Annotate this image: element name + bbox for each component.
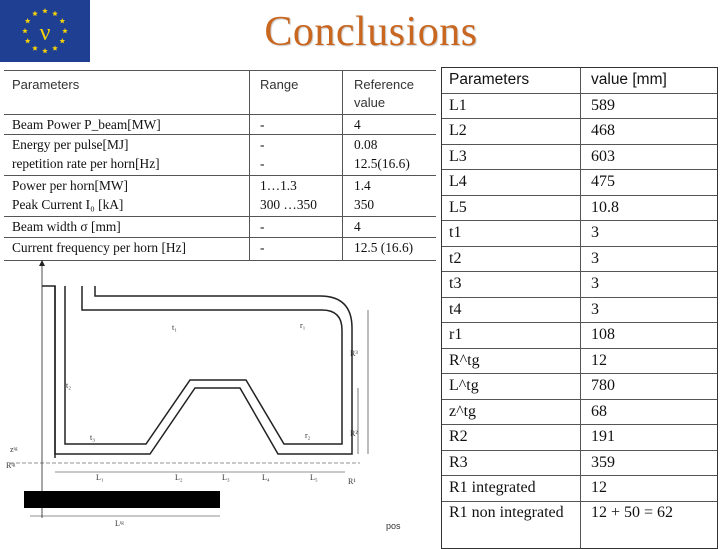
value-cell: 12	[591, 351, 607, 369]
param-cell: Power per horn[MW]	[12, 178, 129, 193]
star-icon	[52, 11, 58, 16]
param-cell: R1 integrated	[442, 476, 581, 501]
star-icon	[32, 11, 38, 16]
header-parameters: Parameters	[442, 68, 581, 93]
table-row	[442, 374, 717, 400]
ref-cell: 0.08	[354, 137, 378, 152]
eu-logo	[0, 0, 90, 62]
value-cell: 191	[591, 428, 615, 445]
table-row	[442, 349, 717, 375]
param-cell: L5	[442, 196, 581, 221]
label-R3: R³	[350, 349, 358, 358]
logo-symbol: ν	[39, 20, 51, 46]
star-icon	[52, 45, 58, 50]
param-cell: R3	[442, 451, 581, 476]
star-icon	[22, 28, 28, 33]
star-icon	[59, 18, 65, 23]
star-icon	[42, 8, 48, 13]
param-cell: z^tg	[442, 400, 581, 425]
range-cell: -	[260, 156, 265, 171]
star-icon	[62, 28, 68, 33]
range-cell: -	[260, 137, 265, 152]
label-t3: t₃	[90, 433, 96, 442]
param-cell: Current frequency per horn [Hz]	[12, 240, 186, 255]
param-cell: Beam Power P_beam[MW]	[12, 117, 161, 132]
label-r2: r₂	[305, 431, 311, 440]
param-cell: t4	[442, 298, 581, 323]
footer-label: pos	[386, 521, 401, 531]
value-cell: 3	[591, 224, 599, 241]
label-t1: t₁	[172, 323, 178, 332]
header-value: value [mm]	[591, 71, 667, 88]
range-cell: -	[260, 117, 265, 132]
value-cell: 780	[591, 377, 615, 394]
header-parameters: Parameters	[12, 77, 80, 92]
label-L2: L₂	[175, 473, 183, 482]
table-row	[4, 116, 436, 134]
value-cell: 359	[591, 453, 615, 471]
horn-dimensions-table	[441, 67, 718, 549]
table-row	[442, 502, 717, 548]
param-cell: R1 non integrated	[442, 502, 581, 548]
label-L5: L₅	[310, 473, 318, 482]
ref-cell: 1.4	[354, 178, 371, 193]
label-Ltg: Lᵗᵍ	[115, 519, 124, 528]
value-cell: 589	[591, 96, 615, 114]
label-L1: L₁	[96, 473, 104, 482]
param-cell: r1	[442, 323, 581, 348]
header-reference-value: value	[354, 95, 386, 110]
value-cell: 603	[591, 147, 615, 165]
table-header	[442, 68, 717, 94]
value-cell: 3	[591, 300, 599, 318]
table-header	[4, 76, 436, 94]
value-cell: 10.8	[591, 198, 619, 216]
value-cell: 12 + 50 = 62	[591, 503, 674, 521]
table-row	[442, 451, 717, 477]
ref-cell: 12.5(16.6)	[354, 156, 410, 171]
range-cell: 300 …350	[260, 197, 317, 212]
star-icon	[59, 38, 65, 43]
table-row	[442, 272, 717, 298]
param-cell: t1	[442, 221, 581, 246]
table-row	[4, 177, 436, 195]
table-row	[442, 119, 717, 145]
param-cell: t2	[442, 247, 581, 272]
label-Rtg: Rᵗᵍ	[6, 461, 16, 470]
header-reference: Reference	[354, 77, 414, 92]
value-cell: 68	[591, 402, 607, 420]
ref-cell: 4	[354, 117, 361, 132]
param-cell: Peak Current I₀ [kA]	[12, 197, 124, 212]
param-cell: R2	[442, 425, 581, 450]
star-icon	[32, 45, 38, 50]
star-icon	[42, 48, 48, 53]
param-cell: L2	[442, 119, 581, 144]
param-cell: Energy per pulse[MJ]	[12, 137, 129, 152]
table-row	[4, 155, 436, 173]
value-cell: 12	[591, 479, 607, 496]
table-row	[4, 136, 436, 154]
param-cell: Beam width σ [mm]	[12, 219, 121, 234]
table-row	[442, 298, 717, 324]
label-r1: r₁	[300, 321, 306, 330]
table-row	[442, 247, 717, 273]
param-cell: R^tg	[442, 349, 581, 374]
param-cell: L^tg	[442, 374, 581, 399]
beam-parameters-table	[4, 70, 436, 261]
ref-cell: 4	[354, 219, 361, 234]
table-row	[442, 221, 717, 247]
label-ztg: zᵗᵍ	[10, 445, 18, 454]
label-R1: R¹	[348, 477, 356, 486]
value-cell: 3	[591, 275, 599, 292]
param-cell: repetition rate per horn[Hz]	[12, 156, 160, 171]
table-row	[4, 196, 436, 214]
label-L4: L₄	[262, 473, 270, 482]
label-R2: R²	[350, 429, 358, 438]
table-row	[4, 239, 436, 257]
param-cell: L1	[442, 94, 581, 119]
param-cell: L4	[442, 170, 581, 195]
table-row	[442, 170, 717, 196]
value-cell: 468	[591, 122, 615, 139]
value-cell: 108	[591, 326, 615, 343]
label-t2: t₂	[66, 381, 72, 390]
value-cell: 475	[591, 173, 615, 190]
range-cell: 1…1.3	[260, 178, 297, 193]
value-cell: 3	[591, 249, 599, 267]
header-range: Range	[260, 77, 299, 92]
horn-cross-section-diagram	[0, 258, 440, 540]
star-icon	[25, 18, 31, 23]
table-row	[442, 196, 717, 222]
table-row	[442, 323, 717, 349]
page-title: Conclusions	[264, 9, 478, 55]
table-row	[442, 476, 717, 502]
param-cell: L3	[442, 145, 581, 170]
label-L3: L₃	[222, 473, 230, 482]
table-row	[442, 400, 717, 426]
table-row	[4, 218, 436, 236]
table-row	[442, 425, 717, 451]
range-cell: -	[260, 219, 265, 234]
table-row	[442, 145, 717, 171]
star-icon	[25, 38, 31, 43]
ref-cell: 12.5 (16.6)	[354, 240, 414, 255]
param-cell: t3	[442, 272, 581, 297]
ref-cell: 350	[354, 197, 375, 212]
table-row	[442, 94, 717, 120]
range-cell: -	[260, 240, 265, 255]
